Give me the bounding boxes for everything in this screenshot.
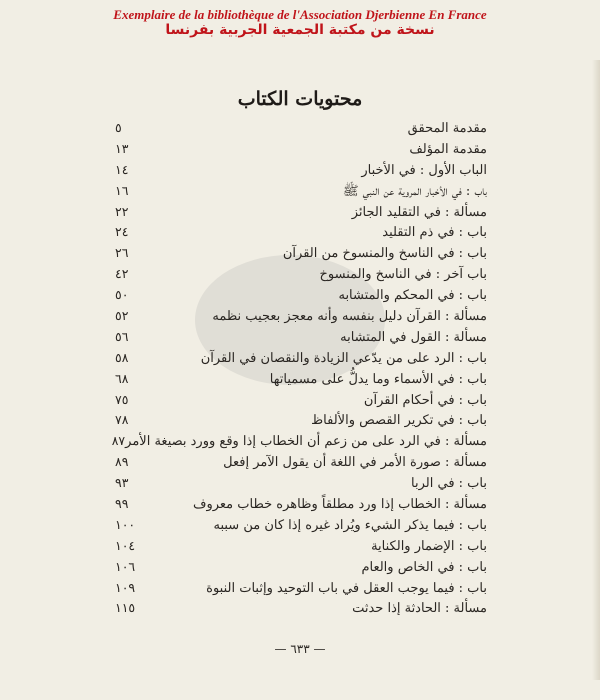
toc-entry-title: باب : فيما يذكر الشيء ويُراد غيره إذا كان من سببه <box>213 517 487 533</box>
page-number: — ٦٣٣ — <box>274 642 326 656</box>
toc-entry-page: ٥ <box>115 120 122 135</box>
toc-entry <box>115 578 487 599</box>
toc-entry-page: ٧٨ <box>115 412 129 428</box>
toc-entry-page: ٧٥ <box>115 391 129 407</box>
toc-entry <box>115 181 487 202</box>
toc-entry-title: مسألة : في الرد على من زعم أن الخطاب إذا وقع وورد بصيغة الأمر <box>125 434 487 450</box>
page-edge <box>592 60 600 680</box>
page-title: محتويات الكتاب <box>237 88 363 110</box>
toc-entry <box>115 473 487 494</box>
toc-entry <box>115 202 487 223</box>
toc-entry-title: باب : في أحكام القرآن <box>363 392 487 408</box>
toc-entry-page: ٥٨ <box>115 349 129 365</box>
toc-entry <box>115 118 487 139</box>
toc-entry-page: ٨٩ <box>115 454 129 470</box>
toc-entry <box>115 264 487 285</box>
toc-entry-page: ١٠٩ <box>115 579 136 595</box>
toc-entry-title: مسألة : الخطاب إذا ورد مطلقاً وظاهره خطاب معروف <box>192 497 487 513</box>
toc-entry-title: باب : في الأسماء وما يدلُّ على مسمياتها <box>269 371 487 387</box>
toc-entry <box>115 243 487 264</box>
library-stamp-arabic: نسخة من مكتبة الجمعية الجربية بفرنسا <box>165 22 435 38</box>
toc-entry <box>115 222 487 243</box>
toc-entry <box>115 327 487 348</box>
toc-entry <box>115 598 487 619</box>
toc-entry-page: ١٠٠ <box>115 516 136 532</box>
toc-entry <box>115 557 487 578</box>
toc-entry-title: باب : في تكرير القصص والألفاظ <box>311 413 487 429</box>
toc-entry <box>115 285 487 306</box>
toc-entry-page: ٤٢ <box>115 266 129 282</box>
toc-entry-page: ٢٦ <box>115 245 129 261</box>
toc-entry-title: مقدمة المؤلف <box>409 141 487 157</box>
toc-entry-page: ٥٠ <box>115 287 129 303</box>
toc-entry-title: مسألة : القول في المتشابه <box>340 329 487 345</box>
toc-entry-title: الباب الأول : في الأخبار <box>361 162 487 178</box>
toc-entry-title: مسألة : في التقليد الجائز <box>351 204 487 220</box>
toc-entry-title: باب : في الخاص والعام <box>361 559 487 575</box>
toc-entry-page: ١٠٦ <box>115 558 136 574</box>
toc-entry-title: باب : في الربا <box>411 476 487 492</box>
toc-entry-title: باب : الإضمار والكناية <box>371 538 487 554</box>
toc-entry <box>115 160 487 181</box>
toc-entry <box>111 431 487 452</box>
toc-entry-title: مسألة : القرآن دليل بنفسه وأنه معجز بعجيب نظمه <box>212 309 487 325</box>
toc-entry-title: باب : في المحكم والمتشابه <box>338 288 487 304</box>
table-of-contents <box>111 118 487 619</box>
toc-entry-page: ٢٤ <box>115 224 129 240</box>
library-stamp-french: Exemplaire de la bibliothèque de l'Association Djerbienne En France <box>113 7 487 22</box>
toc-entry-title: مسألة : الحادثة إذا حدثت <box>352 601 487 617</box>
toc-entry-page: ١٣ <box>115 140 129 156</box>
toc-entry-page: ١٤ <box>115 161 129 177</box>
toc-entry-title: باب : في ذم التقليد <box>382 225 487 241</box>
toc-entry-title: باب : في الأخبار المروية عن النبي ﷺ <box>342 183 487 199</box>
toc-entry-page: ٢٢ <box>115 203 129 219</box>
toc-entry-title: باب : في الناسخ والمنسوخ من القرآن <box>282 246 487 262</box>
toc-entry-title: مقدمة المحقق <box>407 121 487 136</box>
toc-entry <box>115 306 487 327</box>
toc-entry <box>115 452 487 473</box>
toc-entry-title: باب آخر : في الناسخ والمنسوخ <box>319 267 487 283</box>
toc-entry-title: باب : فيما يوجب العقل في باب التوحيد وإثبات النبوة <box>206 580 487 596</box>
toc-entry <box>115 369 487 390</box>
toc-entry-page: ١٠٤ <box>115 537 136 553</box>
toc-entry <box>115 536 487 557</box>
toc-entry <box>115 139 487 160</box>
toc-entry-page: ٩٩ <box>115 496 129 512</box>
toc-entry <box>115 494 487 515</box>
toc-entry-page: ٩٣ <box>115 475 129 491</box>
toc-entry-page: ٥٢ <box>115 308 129 324</box>
toc-entry <box>115 410 487 431</box>
toc-entry <box>115 515 487 536</box>
toc-entry-page: ٥٦ <box>115 328 129 344</box>
toc-entry-title: باب : الرد على من يدّعي الزيادة والنقصان في القرآن <box>200 350 487 366</box>
toc-entry-page: ٨٧ <box>111 433 126 449</box>
toc-entry-title: مسألة : صورة الأمر في اللغة أن يقول الآمر إفعل <box>223 455 487 471</box>
toc-entry-page: ٦٨ <box>115 370 129 386</box>
toc-entry <box>115 390 487 411</box>
toc-entry <box>115 348 487 369</box>
toc-entry-page: ١١٥ <box>115 600 136 616</box>
toc-entry-page: ١٦ <box>115 182 129 198</box>
